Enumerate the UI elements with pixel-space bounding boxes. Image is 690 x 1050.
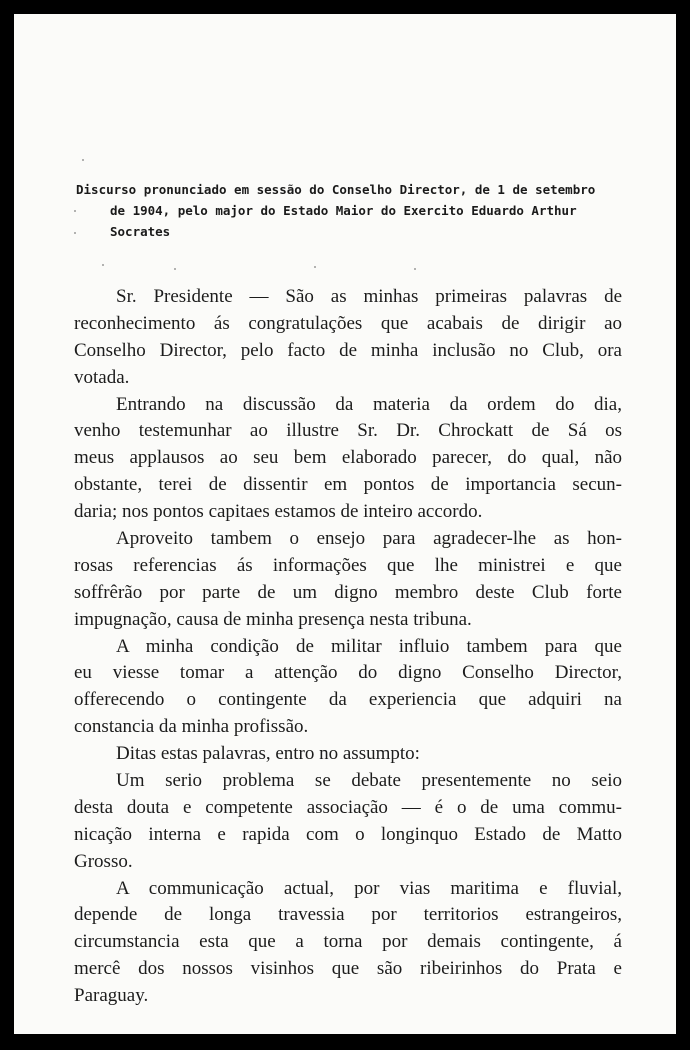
body-line: meus applausos ao seu bem elaborado parecer, do qual, não [74, 447, 622, 469]
scan-speck [102, 264, 104, 266]
scan-speck [174, 268, 176, 270]
body-line: votada. [74, 366, 130, 388]
body-line: rosas referencias ás informações que lhe ministrei e que [74, 554, 622, 576]
body-line: impugnação, causa de minha presença nesta tribuna. [74, 608, 472, 630]
body-line: offerecendo o contingente da experiencia que adquiri na [74, 689, 622, 711]
body-line: soffrêrão por parte de um digno membro deste Club forte [74, 581, 622, 603]
speech-body [74, 284, 622, 1010]
body-line: desta douta e competente associação — é o de uma commu- [74, 796, 622, 818]
body-line: Paraguay. [74, 985, 149, 1007]
body-line: Conselho Director, pelo facto de minha inclusão no Club, ora [74, 339, 622, 361]
body-line: venho testemunhar ao illustre Sr. Dr. Chrockatt de Sá os [74, 420, 622, 442]
body-line: reconhecimento ás congratulações que acabais de dirigir ao [74, 312, 622, 334]
scan-speck [314, 266, 316, 268]
document-page [14, 14, 676, 1034]
body-line: A minha condição de militar influio tambem para que [116, 635, 622, 657]
body-line: Um serio problema se debate presentemente no seio [116, 770, 622, 792]
body-line: A communicação actual, por vias maritima e fluvial, [116, 877, 622, 899]
body-line: Ditas estas palavras, entro no assumpto: [116, 743, 420, 765]
speech-heading [76, 179, 636, 242]
body-line: depende de longa travessia por territorios estrangeiros, [74, 904, 622, 926]
body-line: circumstancia esta que a torna por demais contingente, á [74, 931, 622, 953]
body-line: constancia da minha profissão. [74, 716, 309, 738]
body-line: eu viesse tomar a attenção do digno Conselho Director, [74, 662, 622, 684]
body-line: Sr. Presidente — São as minhas primeiras palavras de [116, 286, 622, 307]
body-line: obstante, terei de dissentir em pontos de importancia secun- [74, 474, 622, 496]
body-line: Grosso. [74, 850, 133, 872]
body-line: mercê dos nossos visinhos que são ribeirinhos do Prata e [74, 958, 622, 980]
body-line: daria; nos pontos capitaes estamos de inteiro accordo. [74, 501, 483, 523]
body-line: nicação interna e rapida com o longinquo Estado de Matto [74, 823, 622, 845]
heading-line-1: Discurso pronunciado em sessão do Conselho Director, de 1 de setembro [76, 182, 596, 197]
body-line: Aproveito tambem o ensejo para agradecer-lhe as hon- [116, 528, 622, 550]
heading-line-3: Socrates [110, 224, 171, 239]
scan-speck [414, 268, 416, 270]
scan-speck [82, 159, 84, 161]
body-line: Entrando na discussão da materia da ordem do dia, [116, 393, 622, 415]
heading-line-2: de 1904, pelo major do Estado Maior do Exercito Eduardo Arthur [110, 203, 577, 218]
